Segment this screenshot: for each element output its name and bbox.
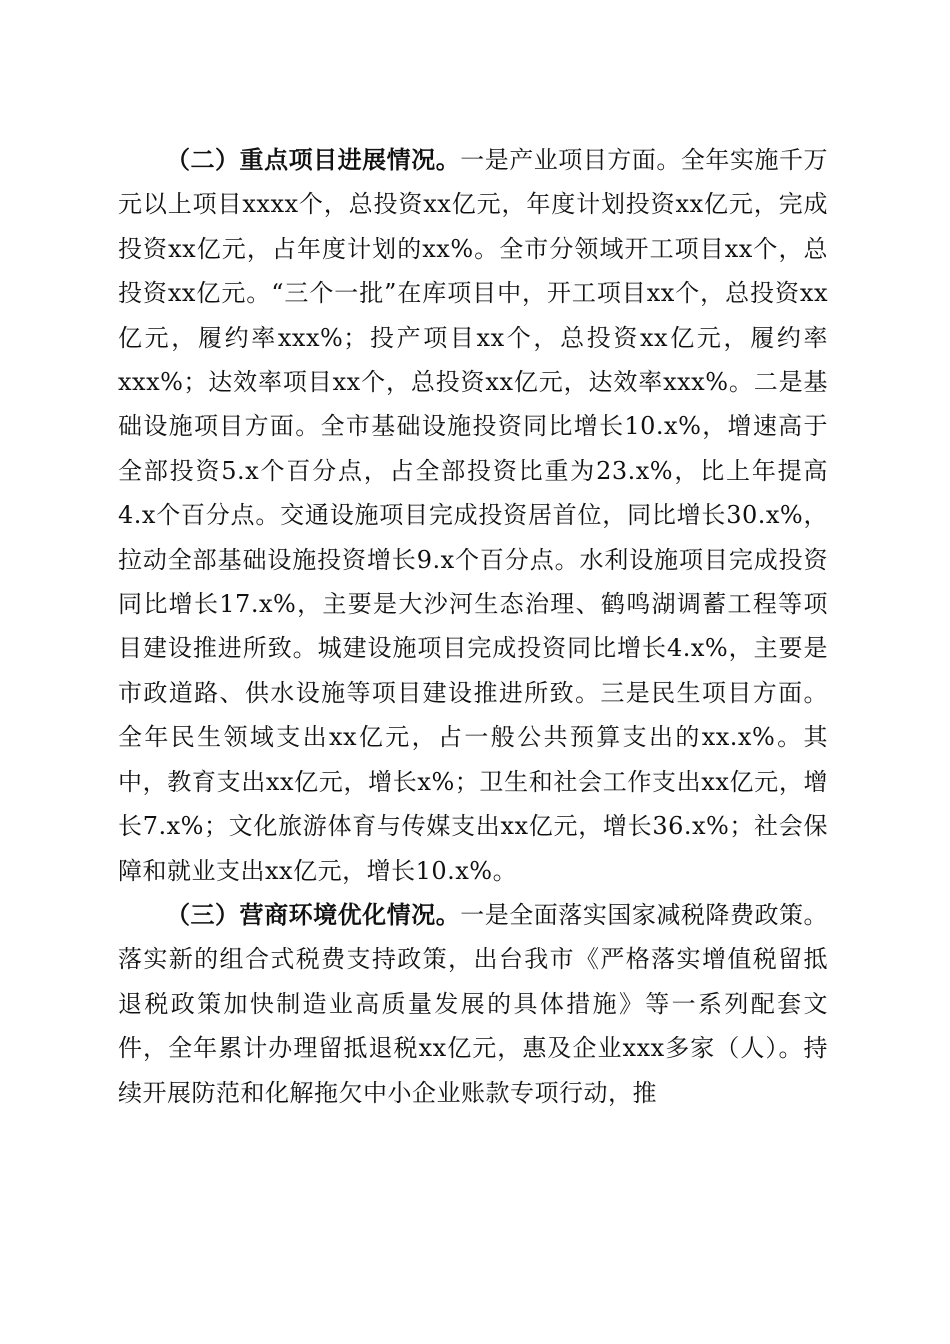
paragraph-business-environment [118, 893, 828, 1115]
section-heading-key-projects: （二）重点项目进展情况。 [166, 146, 461, 174]
section-heading-business-environment: （三）营商环境优化情况。 [166, 900, 461, 929]
document-body [118, 138, 828, 1115]
section-body-key-projects: 一是产业项目方面。全年实施千万元以上项目xxxx个，总投资xx亿元，年度计划投资xx亿元，完成投资xx亿元，占年度计划的xx%。全市分领域开工项目xx个，总投资xx亿元。“三个一批”在库项目中，开工项目xx个，总投资xx亿元，履约率xxx%；投产项目xx个，总投资xx亿元，履约率xxx%；达效率项目xx个，总投资xx亿元，达效率xxx%。二是基础设施项目方面。全市基础设施投资同比增长10.x%，增速高于全部投资5.x个百分点，占全部投资比重为23.x%，比上年提高4.x个百分点。交通设施项目完成投资居首位，同比增长30.x%，拉动全部基础设施投资增长9.x个百分点。水利设施项目完成投资同比增长17.x%，主要是大沙河生态治理、鹤鸣湖调蓄工程等项目建设推进所致。城建设施项目完成投资同比增长4.x%，主要是市政道路、供水设施等项目建设推进所致。三是民生项目方面。全年民生领域支出xx亿元，占一般公共预算支出的xx.x%。其中，教育支出xx亿元，增长x%；卫生和社会工作支出xx亿元，增长7.x%；文化旅游体育与传媒支出xx亿元，增长36.x%；社会保障和就业支出xx亿元，增长10.x%。 [118, 146, 829, 885]
section-body-business-environment: 一是全面落实国家减税降费政策。落实新的组合式税费支持政策，出台我市《严格落实增值税留抵退税政策加快制造业高质量发展的具体措施》等一系列配套文件，全年累计办理留抵退税xx亿元，惠及企业xxx多家（人）。持续开展防范和化解拖欠中小企业账款专项行动，推 [118, 900, 829, 1107]
paragraph-key-projects [118, 138, 828, 893]
